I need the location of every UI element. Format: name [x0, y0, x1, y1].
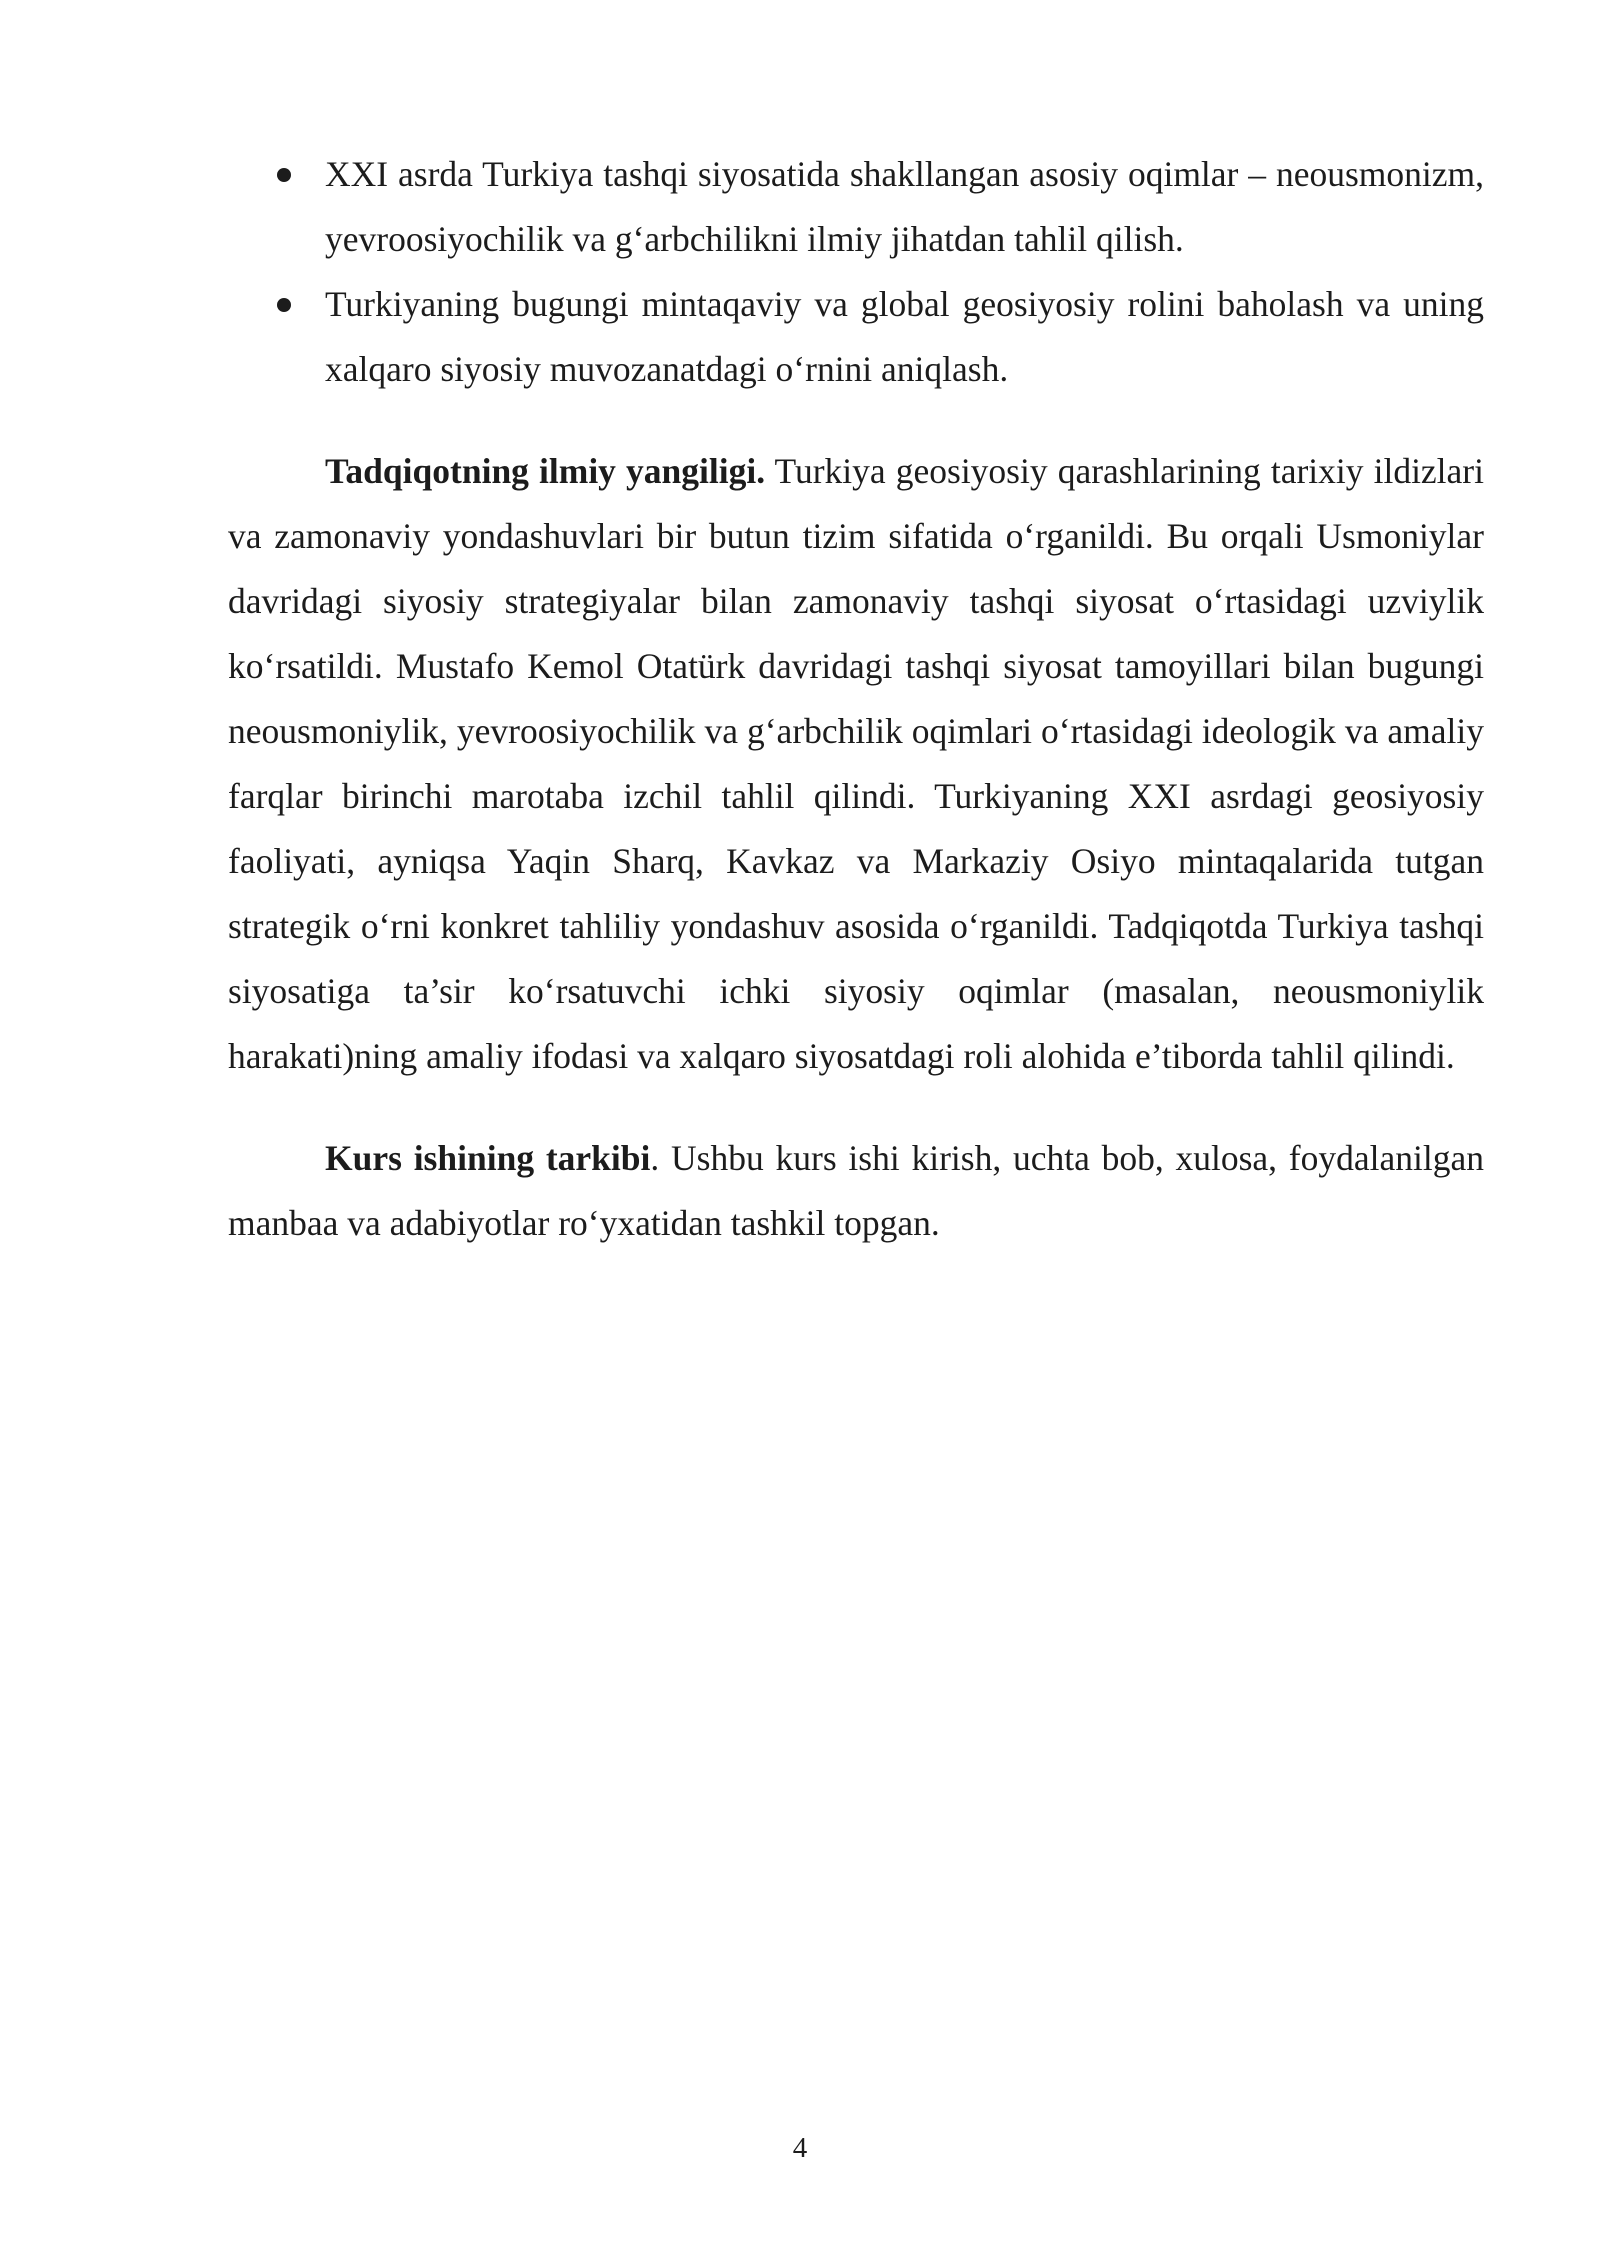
- section-heading-scientific-novelty: Tadqiqotning ilmiy yangiligi.: [325, 451, 766, 491]
- bullet-list: [228, 142, 1484, 402]
- bullet-item: [228, 272, 1484, 402]
- paragraph-scientific-novelty: [228, 439, 1484, 1089]
- paragraph-structure: [228, 1126, 1484, 1256]
- bullet-item: [228, 142, 1484, 272]
- bullet-text: XXI asrda Turkiya tashqi siyosatida shakllangan asosiy oqimlar – neousmonizm, yevroosiyochilik va g‘arbchilikni ilmiy jihatdan tahlil qilish.: [325, 154, 1484, 259]
- section-heading-structure: Kurs ishining tarkibi: [325, 1138, 651, 1178]
- page-content: [228, 142, 1484, 1256]
- bullet-icon: [277, 168, 291, 182]
- section-body-scientific-novelty: Turkiya geosiyosiy qarashlarining tarixiy ildizlari va zamonaviy yondashuvlari bir butun tizim sifatida o‘rganildi. Bu orqali Usmoniylar davridagi siyosiy strategiyalar bilan zamonaviy tashqi siyosat o‘rtasidagi uzviylik ko‘rsatildi. Mustafo Kemol Otatürk davridagi tashqi siyosat tamoyillari bilan bugungi neousmoniylik, yevroosiyochilik va g‘arbchilik oqimlari o‘rtasidagi ideologik va amaliy farqlar birinchi marotaba izchil tahlil qilindi. Turkiyaning XXI asrdagi geosiyosiy faoliyati, ayniqsa Yaqin Sharq, Kavkaz va Markaziy Osiyo mintaqalarida tutgan strategik o‘rni konkret tahliliy yondashuv asosida o‘rganildi. Tadqiqotda Turkiya tashqi siyosatiga ta’sir ko‘rsatuvchi ichki siyosiy oqimlar (masalan, neousmoniylik harakati)ning amaliy ifodasi va xalqaro siyosatdagi roli alohida e’tiborda tahlil qilindi.: [228, 451, 1484, 1076]
- bullet-text: Turkiyaning bugungi mintaqaviy va global geosiyosiy rolini baholash va uning xalqaro siyosiy muvozanatdagi o‘rnini aniqlash.: [325, 284, 1484, 389]
- bullet-icon: [277, 298, 291, 312]
- section-body-structure: . Ushbu kurs ishi kirish, uchta bob, xulosa, foydalanilgan manbaa va adabiyotlar ro‘yxatidan tashkil topgan.: [228, 1138, 1484, 1243]
- page-number: 4: [792, 2132, 808, 2164]
